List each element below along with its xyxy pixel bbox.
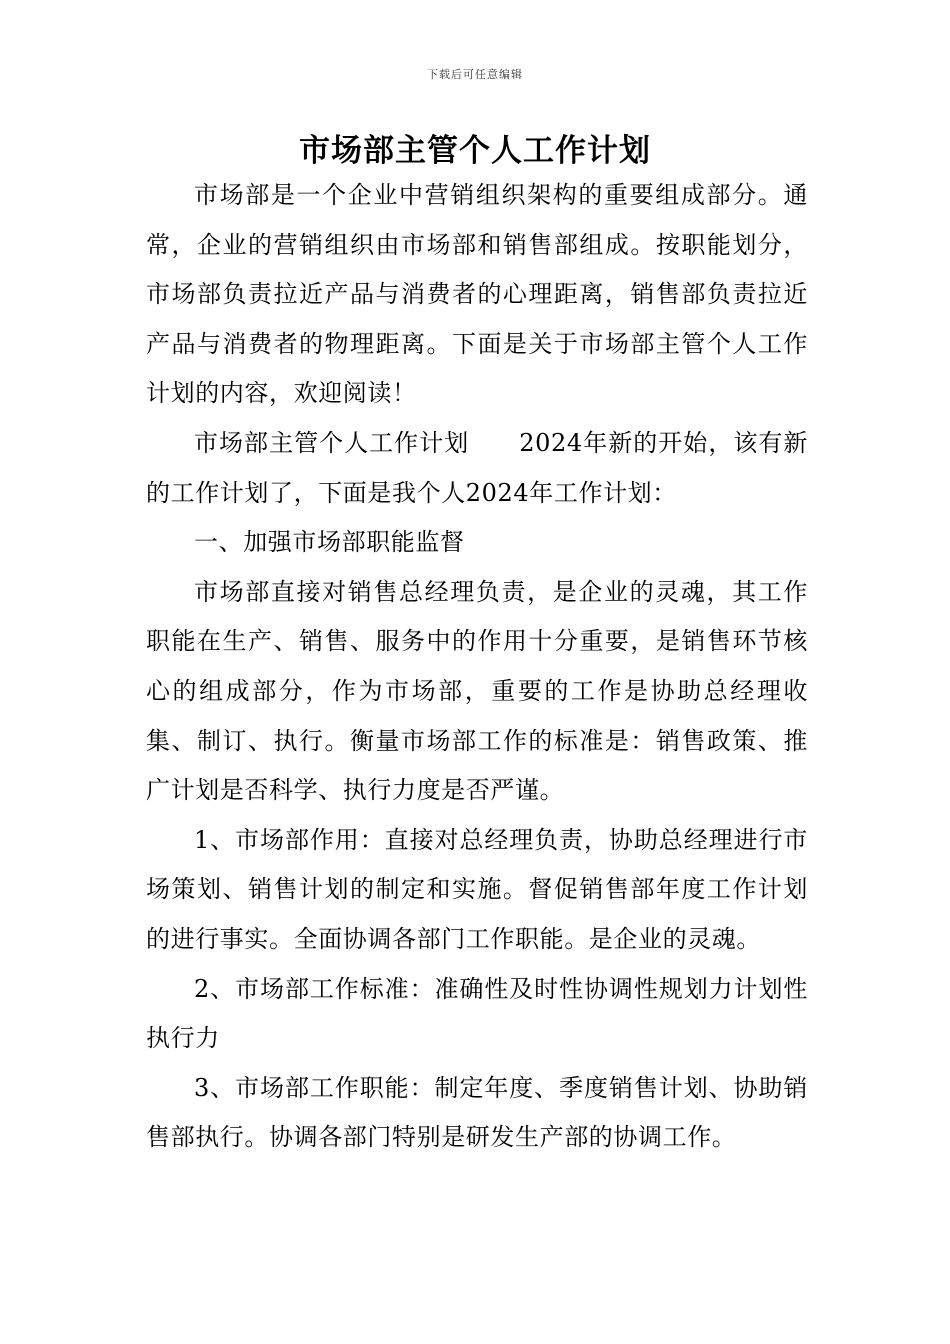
- list-item-3: 3、市场部工作职能：制定年度、季度销售计划、协助销售部执行。协调各部门特别是研发生产部的协调工作。: [146, 1073, 808, 1152]
- header-note: 下载后可任意编辑: [427, 68, 523, 81]
- section-heading-1: 一、加强市场部职能监督: [194, 528, 465, 557]
- document-body: [146, 171, 808, 1163]
- list-item-2: 2、市场部工作标准：准确性及时性协调性规划力计划性执行力: [146, 974, 808, 1053]
- paragraph-plan-opening: 市场部主管个人工作计划 2024年新的开始，该有新的工作计划了，下面是我个人2024年工作计划：: [146, 428, 808, 507]
- paragraph-market-duties: 市场部直接对销售总经理负责，是企业的灵魂，其工作职能在生产、销售、服务中的作用十分重要，是销售环节核心的组成部分，作为市场部，重要的工作是协助总经理收集、制订、执行。衡量市场部工作的标准是：销售政策、推广计划是否科学、执行力度是否严谨。: [146, 577, 808, 805]
- list-item-1: 1、市场部作用：直接对总经理负责，协助总经理进行市场策划、销售计划的制定和实施。督促销售部年度工作计划的进行事实。全面协调各部门工作职能。是企业的灵魂。: [146, 825, 808, 953]
- paragraph-intro: 市场部是一个企业中营销组织架构的重要组成部分。通常，企业的营销组织由市场部和销售部组成。按职能划分，市场部负责拉近产品与消费者的心理距离，销售部负责拉近产品与消费者的物理距离。下面是关于市场部主管个人工作计划的内容，欢迎阅读！: [146, 181, 808, 408]
- document-title: 市场部主管个人工作计划: [299, 133, 651, 169]
